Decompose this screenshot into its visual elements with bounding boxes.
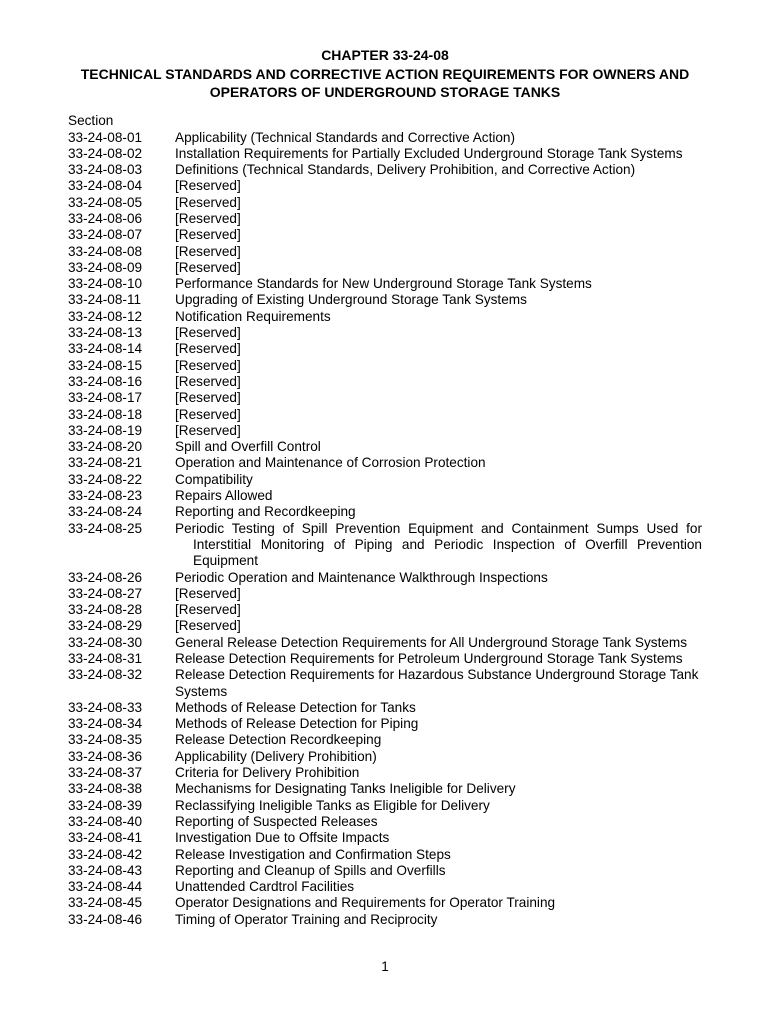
section-number: 33-24-08-03 <box>68 162 143 178</box>
section-row <box>68 423 702 439</box>
section-number: 33-24-08-06 <box>68 210 143 226</box>
section-number: 33-24-08-05 <box>68 194 143 210</box>
section-number: 33-24-08-14 <box>68 341 143 357</box>
section-title: Applicability (Technical Standards and Corrective Action) <box>175 129 516 145</box>
section-row <box>68 570 702 586</box>
section-number: 33-24-08-31 <box>68 651 143 666</box>
section-number: 33-24-08-35 <box>68 732 143 748</box>
section-title: [Reserved] <box>175 422 241 438</box>
section-number: 33-24-08-26 <box>68 569 143 585</box>
section-row <box>68 439 702 455</box>
section-number: 33-24-08-23 <box>68 488 143 504</box>
section-title: Reporting and Cleanup of Spills and Overfills <box>175 862 446 878</box>
section-list <box>68 130 702 929</box>
section-number: 33-24-08-46 <box>68 911 143 927</box>
section-title: Unattended Cardtrol Facilities <box>175 879 355 895</box>
section-row <box>68 716 702 732</box>
section-title: Installation Requirements for Partially Excluded Underground Storage Tank Systems <box>175 145 683 161</box>
section-title: Upgrading of Existing Underground Storage Tank Systems <box>175 292 527 308</box>
section-title: Release Detection Recordkeeping <box>175 732 382 748</box>
section-title: Release Investigation and Confirmation Steps <box>175 846 451 862</box>
section-title: Reclassifying Ineligible Tanks as Eligible for Delivery <box>175 797 490 813</box>
section-row <box>68 700 702 716</box>
section-title: [Reserved] <box>175 602 241 618</box>
section-title: Operator Designations and Requirements for Operator Training <box>175 895 556 911</box>
section-number: 33-24-08-24 <box>68 504 143 520</box>
section-title: [Reserved] <box>175 259 241 275</box>
section-row <box>68 504 702 520</box>
section-title: Periodic Testing of Spill Prevention Equipment and Containment Sumps Used for Interstitial Monitoring of Piping and Periodic Inspection of Overfill Prevention Equipment <box>175 520 702 569</box>
section-number: 33-24-08-37 <box>68 765 143 781</box>
section-title: [Reserved] <box>175 210 241 226</box>
section-title: Repairs Allowed <box>175 488 273 504</box>
section-row <box>68 309 702 325</box>
section-row <box>68 292 702 308</box>
section-title: [Reserved] <box>175 194 241 210</box>
chapter-heading: CHAPTER 33-24-08 <box>321 47 449 63</box>
section-row <box>68 830 702 846</box>
section-number: 33-24-08-02 <box>68 145 143 161</box>
section-number: 33-24-08-19 <box>68 422 143 438</box>
section-number: 33-24-08-20 <box>68 439 143 455</box>
section-number: 33-24-08-30 <box>68 634 143 650</box>
section-title: Criteria for Delivery Prohibition <box>175 765 360 781</box>
section-title: Reporting of Suspected Releases <box>175 813 378 829</box>
section-title: Operation and Maintenance of Corrosion Protection <box>175 455 486 471</box>
section-title: Methods of Release Detection for Piping <box>175 716 419 732</box>
section-row <box>68 765 702 781</box>
section-row <box>68 341 702 357</box>
section-row <box>68 390 702 406</box>
section-number: 33-24-08-32 <box>68 667 143 683</box>
section-row <box>68 146 702 162</box>
section-title: Applicability (Delivery Prohibition) <box>175 748 377 764</box>
section-number: 33-24-08-27 <box>68 585 143 601</box>
section-row <box>68 895 702 911</box>
section-row <box>68 586 702 602</box>
section-row <box>68 162 702 178</box>
section-number: 33-24-08-43 <box>68 862 143 878</box>
section-number: 33-24-08-38 <box>68 781 143 797</box>
section-number: 33-24-08-17 <box>68 390 143 406</box>
section-row <box>68 847 702 863</box>
section-title: Release Detection Requirements for Hazardous Substance Underground Storage Tank Systems <box>175 667 699 699</box>
section-row <box>68 635 702 651</box>
section-title: Notification Requirements <box>175 308 331 324</box>
section-number: 33-24-08-09 <box>68 259 143 275</box>
chapter-title: TECHNICAL STANDARDS AND CORRECTIVE ACTION REQUIREMENTS FOR OWNERS AND OPERATORS OF UNDERGROUND STORAGE TANKS <box>80 66 690 100</box>
section-title: [Reserved] <box>175 373 241 389</box>
section-number: 33-24-08-11 <box>68 292 142 308</box>
section-row <box>68 472 702 488</box>
section-title: [Reserved] <box>175 390 241 406</box>
section-title: Mechanisms for Designating Tanks Ineligible for Delivery <box>175 781 516 797</box>
section-row <box>68 879 702 895</box>
section-number: 33-24-08-16 <box>68 373 143 389</box>
section-number: 33-24-08-07 <box>68 227 143 243</box>
section-title: [Reserved] <box>175 406 241 422</box>
section-number: 33-24-08-04 <box>68 178 143 194</box>
section-number: 33-24-08-41 <box>68 830 143 846</box>
section-number: 33-24-08-22 <box>68 471 143 487</box>
section-number: 33-24-08-21 <box>68 455 143 471</box>
section-title: [Reserved] <box>175 243 241 259</box>
section-number: 33-24-08-10 <box>68 276 143 292</box>
section-title: [Reserved] <box>175 178 241 194</box>
section-row <box>68 244 702 260</box>
section-title: Periodic Operation and Maintenance Walkthrough Inspections <box>175 569 548 585</box>
section-row <box>68 912 702 928</box>
section-row <box>68 488 702 504</box>
section-number: 33-24-08-29 <box>68 618 143 634</box>
section-number: 33-24-08-34 <box>68 716 143 732</box>
section-title: General Release Detection Requirements for All Underground Storage Tank Systems <box>175 634 688 650</box>
section-number: 33-24-08-45 <box>68 895 143 911</box>
section-row <box>68 276 702 292</box>
section-number: 33-24-08-39 <box>68 797 143 813</box>
section-title: Performance Standards for New Underground Storage Tank Systems <box>175 276 592 292</box>
section-title: Investigation Due to Offsite Impacts <box>175 830 390 846</box>
section-title: [Reserved] <box>175 585 241 601</box>
section-title: Timing of Operator Training and Reciprocity <box>175 911 438 927</box>
section-row <box>68 667 702 700</box>
section-row <box>68 602 702 618</box>
section-row <box>68 863 702 879</box>
section-number: 33-24-08-44 <box>68 879 143 895</box>
section-number: 33-24-08-08 <box>68 243 143 259</box>
section-title: Reporting and Recordkeeping <box>175 504 356 520</box>
page-number: 1 <box>381 959 389 974</box>
section-title: [Reserved] <box>175 357 241 373</box>
section-number: 33-24-08-13 <box>68 325 143 341</box>
section-row <box>68 178 702 194</box>
section-number: 33-24-08-01 <box>68 129 143 145</box>
section-row <box>68 358 702 374</box>
section-number: 33-24-08-40 <box>68 813 143 829</box>
section-title: [Reserved] <box>175 227 241 243</box>
section-number: 33-24-08-15 <box>68 357 143 373</box>
section-title: Definitions (Technical Standards, Delivery Prohibition, and Corrective Action) <box>175 162 636 178</box>
section-column-label: Section <box>68 113 114 128</box>
section-number: 33-24-08-18 <box>68 406 143 422</box>
section-number: 33-24-08-25 <box>68 520 143 536</box>
section-row <box>68 130 702 146</box>
section-row <box>68 618 702 634</box>
section-row <box>68 651 702 667</box>
section-row <box>68 374 702 390</box>
section-row <box>68 814 702 830</box>
section-title: [Reserved] <box>175 325 241 341</box>
section-number: 33-24-08-28 <box>68 602 143 618</box>
section-row <box>68 798 702 814</box>
section-title: Methods of Release Detection for Tanks <box>175 699 416 715</box>
section-row <box>68 781 702 797</box>
section-row <box>68 732 702 748</box>
section-title: [Reserved] <box>175 341 241 357</box>
section-number: 33-24-08-36 <box>68 748 143 764</box>
section-title: Compatibility <box>175 471 253 487</box>
section-number: 33-24-08-12 <box>68 308 143 324</box>
section-number: 33-24-08-42 <box>68 846 143 862</box>
section-row <box>68 521 702 570</box>
section-row <box>68 407 702 423</box>
section-row <box>68 260 702 276</box>
section-row <box>68 211 702 227</box>
section-row <box>68 227 702 243</box>
section-row <box>68 455 702 471</box>
section-number: 33-24-08-33 <box>68 699 143 715</box>
section-row <box>68 325 702 341</box>
section-row <box>68 749 702 765</box>
section-title: [Reserved] <box>175 618 241 634</box>
section-title: Spill and Overfill Control <box>175 439 321 455</box>
section-row <box>68 195 702 211</box>
section-title: Release Detection Requirements for Petroleum Underground Storage Tank Systems <box>175 651 683 666</box>
